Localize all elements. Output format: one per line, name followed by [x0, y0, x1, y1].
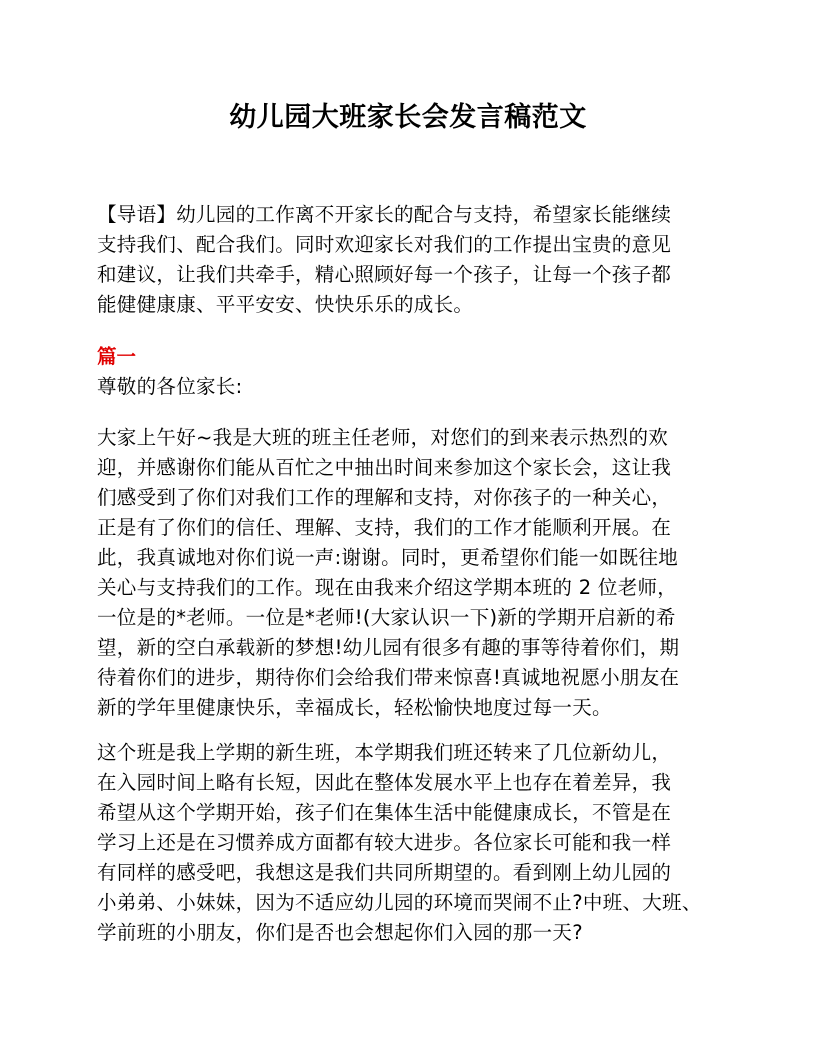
paragraph-line: 这个班是我上学期的新生班，本学期我们班还转来了几位新幼儿， — [97, 741, 672, 764]
paragraph-line: 小弟弟、小妹妹，因为不适应幼儿园的环境而哭闹不止?中班、大班、 — [97, 891, 702, 914]
paragraph-line: 新的学年里健康快乐，幸福成长，轻松愉快地度过每一天。 — [97, 696, 612, 719]
section-heading: 篇一 — [97, 345, 137, 368]
paragraph-line: 们感受到了你们对我们工作的理解和支持，对你孩子的一种关心， — [97, 486, 672, 509]
paragraph-line: 迎，并感谢你们能从百忙之中抽出时间来参加这个家长会，这让我 — [97, 456, 672, 479]
paragraph-line: 关心与支持我们的工作。现在由我来介绍这学期本班的 2 位老师， — [97, 576, 678, 599]
intro-line: 和建议，让我们共牵手，精心照顾好每一个孩子，让每一个孩子都 — [97, 263, 672, 286]
greeting: 尊敬的各位家长: — [97, 375, 243, 398]
intro-paragraph — [97, 200, 737, 320]
paragraph-line: 在入园时间上略有长短，因此在整体发展水平上也存在着差异，我 — [97, 771, 672, 794]
paragraph-line: 望，新的空白承载新的梦想!幼儿园有很多有趣的事等待着你们，期 — [97, 636, 680, 659]
paragraph-line: 正是有了你们的信任、理解、支持，我们的工作才能顺利开展。在 — [97, 516, 672, 539]
paragraph-line: 有同样的感受吧，我想这是我们共同所期望的。看到刚上幼儿园的 — [97, 861, 672, 884]
intro-line: 能健健康康、平平安安、快快乐乐的成长。 — [97, 293, 474, 316]
paragraph-line: 待着你们的进步，期待你们会给我们带来惊喜!真诚地祝愿小朋友在 — [97, 666, 680, 689]
intro-line: 【导语】幼儿园的工作离不开家长的配合与支持，希望家长能继续 — [97, 203, 672, 226]
document-title: 幼儿园大班家长会发言稿范文 — [229, 102, 587, 133]
paragraph-line: 希望从这个学期开始，孩子们在集体生活中能健康成长，不管是在 — [97, 801, 672, 824]
paragraph-line: 大家上午好~我是大班的班主任老师，对您们的到来表示热烈的欢 — [97, 426, 669, 449]
paragraph-line: 学前班的小朋友，你们是否也会想起你们入园的那一天? — [97, 921, 583, 944]
body-paragraph-1 — [97, 423, 737, 723]
section-header — [97, 342, 737, 402]
paragraph-line: 一位是的*老师。一位是*老师!(大家认识一下)新的学期开启新的希 — [97, 606, 676, 629]
paragraph-line: 学习上还是在习惯养成方面都有较大进步。各位家长可能和我一样 — [97, 831, 672, 854]
body-paragraph-2 — [97, 738, 737, 948]
paragraph-line: 此，我真诚地对你们说一声:谢谢。同时，更希望你们能一如既往地 — [97, 546, 679, 569]
intro-line: 支持我们、配合我们。同时欢迎家长对我们的工作提出宝贵的意见 — [97, 233, 672, 256]
